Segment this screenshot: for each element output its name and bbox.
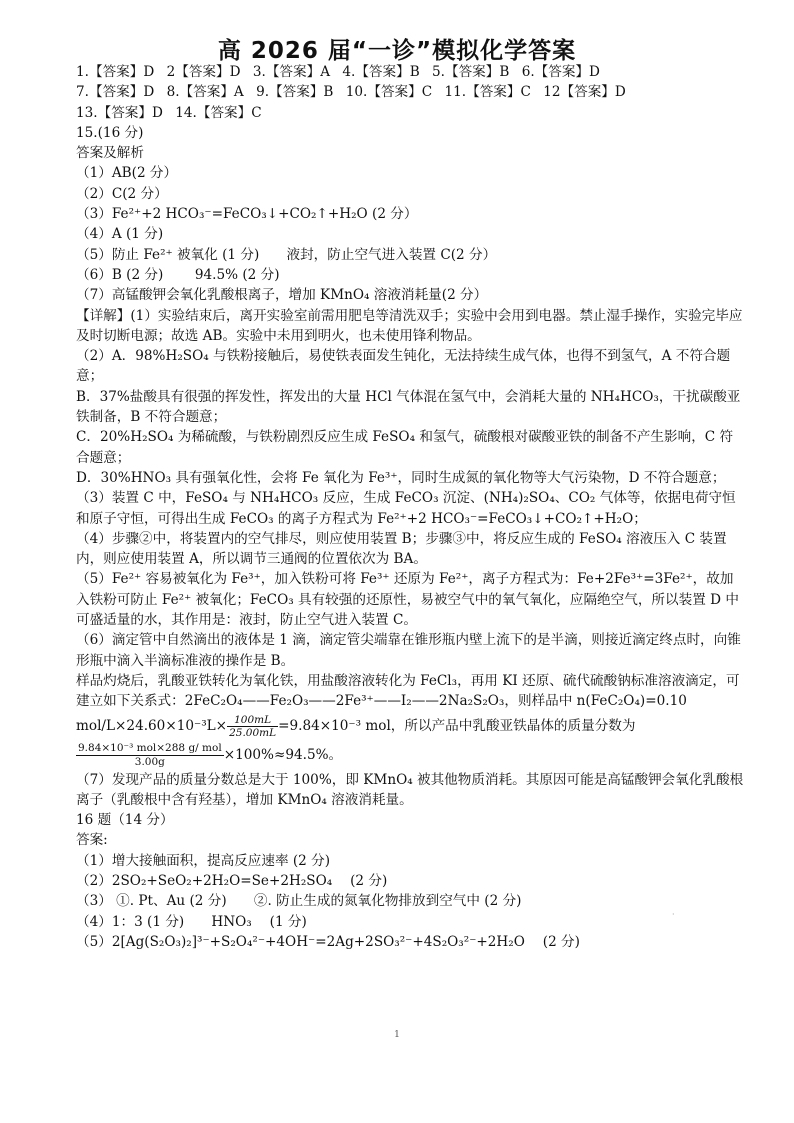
q16-answer: （1）增大接触面积，提高反应速率 (2 分) (76, 852, 331, 869)
content-body (76, 62, 746, 952)
q15-label: 答案及解析 (76, 145, 144, 162)
fraction-denominator: 3.00g (134, 755, 165, 768)
q16-answer: （4）1：3 (1 分) HNO₃ (1 分) (76, 913, 307, 930)
answer-item: 3.【答案】A (252, 64, 331, 80)
q15-detail-paragraph: 【详解】(1）实验结束后，离开实验室前需用肥皂等清洗双手；实验中会用到电器。禁止湿手操作，实验完毕应及时切断电源；故选 AB。实验中未用到明火，也未使用锋利物品。 (76, 307, 743, 344)
q15-detail-paragraph: （7）发现产品的质量分数总是大于 100%，即 KMnO₄ 被其他物质消耗。其原因可能是高锰酸钾会氧化乳酸根离子（乳酸根中含有羟基），增加 KMnO₄ 溶液消耗量。 (76, 771, 744, 808)
q15-detail-paragraph: （5）Fe²⁺ 容易被氧化为 Fe³⁺，加入铁粉可将 Fe³⁺ 还原为 Fe²⁺，离子方程式为：Fe+2Fe³⁺=3Fe²⁺，故加入铁粉可防止 Fe²⁺ 被氧化；FeCO₃ 具有较强的还原性，易被空气中的氧气氧化，应隔绝空气，所以装置 D 中可盛适量的水，其作用是：液封，防止空气进入装置 C。 (76, 571, 739, 629)
q15-detail-paragraph: （2）A．98%H₂SO₄ 与铁粉接触后，易使铁表面发生钝化，无法持续生成气体，也得不到氢气，A 不符合题意； (76, 348, 731, 385)
q15-answer: （3）Fe²⁺+2 HCO₃⁻=FeCO₃↓+CO₂↑+H₂O (2 分） (76, 206, 418, 223)
q15-detail-paragraph: 样品灼烧后，乳酸亚铁转化为氧化铁，用盐酸溶液转化为 FeCl₃，再用 KI 还原、硫代硫酸钠标准溶液滴定，可建立如下关系式：2FeC₂O₄——Fe₂O₃——2Fe³⁺——I₂——2Na₂S₂O₃，则样品中 n(FeC₂O₄)=0.10 (76, 672, 740, 710)
q15-answer: （2）C(2 分） (76, 185, 168, 202)
fraction-denominator: 25.00mL (229, 726, 277, 739)
q15-answer: （5）防止 Fe²⁺ 被氧化 (1 分) 液封，防止空气进入装置 C(2 分） (76, 246, 497, 263)
q15-answer: （6）B (2 分) 94.5% (2 分) (76, 266, 280, 283)
q15-answer: （7）高锰酸钾会氧化乳酸根离子，增加 KMnO₄ 溶液消耗量(2 分） (76, 287, 488, 304)
q15-calc-line-1 (76, 712, 746, 740)
q16-label: 答案: (76, 832, 108, 849)
q15-detail-paragraph: （3）装置 C 中，FeSO₄ 与 NH₄HCO₃ 反应，生成 FeCO₃ 沉淀、(NH₄)₂SO₄、CO₂ 气体等，依据电荷守恒和原子守恒，可得出生成 FeCO₃ 的离子方程式为 Fe²⁺+2 HCO₃⁻=FeCO₃↓+CO₂↑+H₂O； (76, 490, 736, 527)
answer-item: 6.【答案】D (521, 64, 600, 80)
q15-detail-paragraph: B．37%盐酸具有很强的挥发性，挥发出的大量 HCl 气体混在氢气中，会消耗大量的 NH₄HCO₃，干扰碳酸亚铁制备，B 不符合题意； (76, 388, 741, 426)
answers-row-2 (76, 82, 746, 102)
q15-header: 15.(16 分) (76, 124, 144, 141)
fraction-numerator: 9.84×10⁻³ mol×288 g/ mol (78, 741, 222, 754)
answer-item: 12【答案】D (543, 84, 626, 101)
answer-item: 5.【答案】B (432, 64, 510, 80)
answer-item: 2【答案】D (166, 64, 241, 80)
answer-item: 10.【答案】C (345, 84, 433, 101)
answer-item: 7.【答案】D (76, 84, 155, 101)
answer-item: 11.【答案】C (444, 84, 531, 101)
answer-item: 4.【答案】B (342, 64, 420, 80)
answers-row-3 (76, 103, 746, 123)
q16-answer: （2）2SO₂+SeO₂+2H₂O=Se+2H₂SO₄ (2 分) (76, 872, 388, 889)
page-title: 高 2026 届“一诊”模拟化学答案 (217, 38, 577, 64)
q15-detail-paragraph: （4）步骤②中，将装置内的空气排尽，则应使用装置 B；步骤③中，将反应生成的 FeSO₄ 溶液压入 C 装置内，则应使用装置 A，所以调节三通阀的位置依次为 BA。 (76, 530, 727, 568)
answer-item: 14.【答案】C (175, 104, 262, 121)
volume-fraction (227, 714, 278, 739)
q16-answer: （3） ①. Pt、Au (2 分) ②. 防止生成的氮氧化物排放到空气中 (2 分) (76, 893, 522, 910)
fraction-numerator: 100mL (227, 714, 278, 727)
answer-item: 9.【答案】B (256, 84, 334, 101)
calc-prefix: mol/L×24.60×10⁻³L× (76, 717, 228, 734)
q15-detail-paragraph: （6）滴定管中自然滴出的液体是 1 滴，滴定管尖端靠在锥形瓶内壁上流下的是半滴，则接近滴定终点时，向锥形瓶中滴入半滴标准液的操作是 B。 (76, 632, 741, 669)
q16-header: 16 题（14 分） (76, 812, 174, 829)
calc-suffix: ×100%≈94.5%。 (223, 746, 343, 763)
calc-suffix: =9.84×10⁻³ mol，所以产品中乳酸亚铁晶体的质量分数为 (278, 717, 636, 734)
q15-detail-paragraph: D．30%HNO₃ 具有强氧化性，会将 Fe 氧化为 Fe³⁺，同时生成氮的氧化物等大气污染物，D 不符合题意； (76, 469, 726, 486)
answer-item: 1.【答案】D (76, 64, 155, 80)
q15-answer: （1）AB(2 分） (76, 165, 178, 182)
q15-detail-paragraph: C．20%H₂SO₄ 为稀硫酸，与铁粉剧烈反应生成 FeSO₄ 和氢气，硫酸根对碳酸亚铁的制备不产生影响，C 符合题意； (76, 429, 734, 466)
answer-item: 8.【答案】A (166, 84, 244, 101)
page-number: 1 (394, 1030, 400, 1040)
mass-fraction (76, 742, 224, 769)
q15-answer: （4）A (1 分) (76, 226, 164, 243)
q16-answer: （5）2[Ag(S₂O₃)₂]³⁻+S₂O₄²⁻+4OH⁻=2Ag+2SO₃²⁻+4S₂O₃²⁻+2H₂O (2 分) (76, 933, 580, 950)
q15-calc-line-2 (76, 740, 746, 770)
answers-row-1 (76, 62, 746, 82)
answer-item: 13.【答案】D (76, 104, 163, 121)
scan-mark: · (672, 910, 675, 919)
